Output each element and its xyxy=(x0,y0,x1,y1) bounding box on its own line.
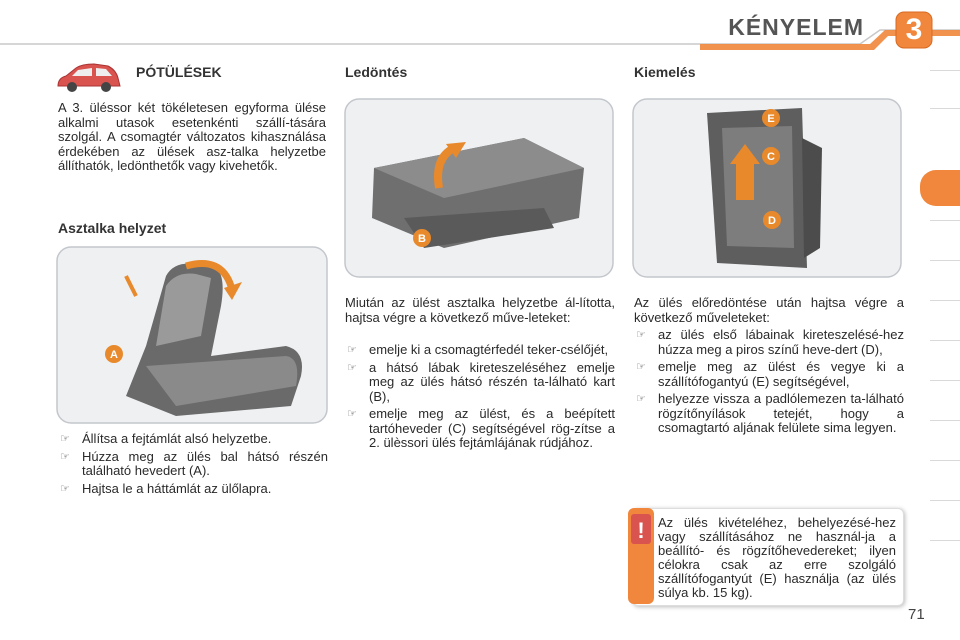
warning-text: Az ülés kivételéhez, behelyezésé-hez vagy szállításához ne használ-ja a beállító- és rögzítőhevedereket; ilyen célokra csak az erre szolgáló szállítófogantyút (E) használja (az ülés súlya kb. 15 kg). xyxy=(658,515,896,600)
side-tab[interactable] xyxy=(930,220,960,257)
page-number: 71 xyxy=(908,606,925,623)
car-icon xyxy=(54,60,124,96)
list-item: ☞ helyezze vissza a padlólemezen ta-lálható rögzítőnyílások tetejét, hogy a csomagtartó aljának felülete sima legyen. xyxy=(636,391,904,435)
intro-paragraph-ledontes: Miután az ülést asztalka helyzetbe ál-lította, hajtsa végre a következő műve-leteket: xyxy=(345,295,615,325)
section-heading-potulesek: PÓTÜLÉSEK xyxy=(136,64,222,80)
bullet-list-asztalka xyxy=(58,432,328,499)
svg-text:!: ! xyxy=(637,518,645,543)
side-tab[interactable] xyxy=(930,260,960,297)
intro-paragraph: A 3. üléssor két tökéletesen egyforma ülése alkalmi utasok esetenkénti szállí-tására szolgál. A csomagtér változatos kihasználása érdekében az ülések asz-talka helyzetbe állíthatók, ledönthetők vagy kivehetők. xyxy=(58,100,326,173)
side-tab[interactable] xyxy=(930,380,960,417)
seat-folding-illustration xyxy=(344,98,614,278)
side-tab[interactable] xyxy=(930,70,960,107)
list-item: ☞ emelje meg az ülést, és a beépített tartóheveder (C) segítségével rög-zítse a 2. ülèssori ülés fejtámlájának rúdjához. xyxy=(347,406,615,450)
side-tab[interactable] xyxy=(930,108,960,145)
list-item: ☞ Húzza meg az ülés bal hátsó részén található hevedert (A). xyxy=(60,448,328,478)
list-item: ☞ emelje ki a csomagtérfedél teker-csélőjét, xyxy=(347,342,609,357)
list-item: ☞ a hátsó lábak kireteszeléséhez emelje meg az ülés hátsó részén ta-lálható kart (B), xyxy=(347,359,615,404)
side-tab[interactable] xyxy=(930,420,960,457)
section-heading-kiemeles: Kiemelés xyxy=(634,64,696,80)
list-item: ☞ az ülés első lábainak kireteszelésé-hez húzza meg a piros színű heve-dert (D), xyxy=(636,327,904,357)
chapter-number-badge: 3 xyxy=(894,10,934,50)
warning-icon xyxy=(628,508,656,604)
bullet-list-kiemeles xyxy=(634,328,904,439)
list-item: ☞ Állítsa a fejtámlát alsó helyzetbe. xyxy=(60,431,272,446)
chapter-side-tabs xyxy=(916,70,960,580)
side-tab[interactable] xyxy=(930,540,960,577)
label-a: A xyxy=(110,349,118,361)
label-b: B xyxy=(418,233,426,245)
label-c: C xyxy=(767,151,775,163)
bullet-list-ledontes xyxy=(345,343,615,454)
list-item: ☞ Hajtsa le a háttámlát az ülőlapra. xyxy=(60,480,272,496)
side-tab[interactable] xyxy=(930,340,960,377)
label-e: E xyxy=(767,113,775,125)
subheading-asztalka: Asztalka helyzet xyxy=(58,220,167,236)
section-heading-ledontes: Ledöntés xyxy=(345,64,408,80)
intro-paragraph-kiemeles: Az ülés előredöntése után hajtsa végre a következő műveleteket: xyxy=(634,295,904,325)
seat-removal-illustration xyxy=(632,98,902,278)
side-tab-active[interactable] xyxy=(920,170,960,206)
label-d: D xyxy=(768,215,776,227)
seat-table-position-illustration xyxy=(56,246,328,424)
chapter-title: KÉNYELEM xyxy=(728,14,864,40)
side-tab[interactable] xyxy=(930,300,960,337)
side-tab[interactable] xyxy=(930,500,960,537)
side-tab[interactable] xyxy=(930,460,960,497)
list-item: ☞ emelje meg az ülést és vegye ki a szállítófogantyú (E) segítségével, xyxy=(636,359,904,389)
